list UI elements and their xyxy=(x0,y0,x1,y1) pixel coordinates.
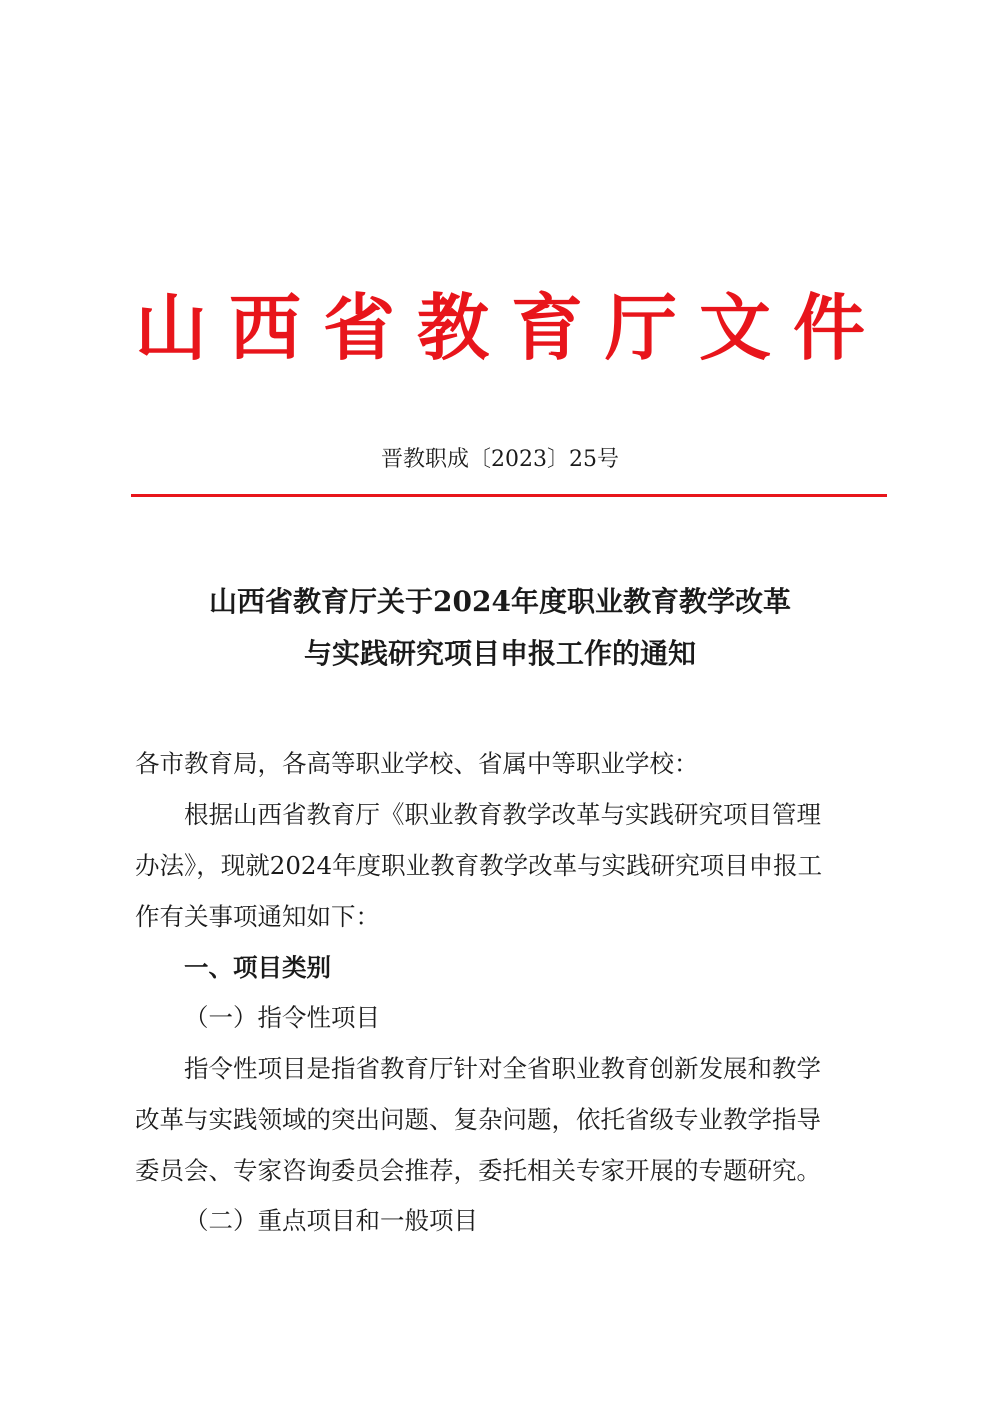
salutation: 各市教育局，各高等职业学校、省属中等职业学校： xyxy=(135,749,699,778)
subsection-heading-2: （二）重点项目和一般项目 xyxy=(184,1206,478,1235)
document-number: 晋教职成〔2023〕25号 xyxy=(381,447,619,472)
document-header-title: 山西省教育厅文件 xyxy=(134,285,887,370)
notice-title-line-2: 与实践研究项目申报工作的通知 xyxy=(303,637,696,670)
paragraph-1-line-3: 作有关事项通知如下： xyxy=(135,902,380,931)
section-heading-1: 一、项目类别 xyxy=(184,953,331,982)
subsection-heading-1: （一）指令性项目 xyxy=(184,1003,380,1032)
paragraph-2-line-2: 改革与实践领域的突出问题、复杂问题，依托省级专业教学指导 xyxy=(135,1105,821,1134)
paragraph-1-line-2: 办法》，现就2024年度职业教育教学改革与实践研究项目申报工 xyxy=(135,851,823,880)
paragraph-2-line-1: 指令性项目是指省教育厅针对全省职业教育创新发展和教学 xyxy=(184,1054,821,1083)
paragraph-1-line-1: 根据山西省教育厅《职业教育教学改革与实践研究项目管理 xyxy=(184,800,821,829)
red-divider-rule xyxy=(131,494,887,497)
paragraph-2-line-3: 委员会、专家咨询委员会推荐，委托相关专家开展的专题研究。 xyxy=(135,1156,821,1185)
notice-title-line-1: 山西省教育厅关于2024年度职业教育教学改革 xyxy=(209,585,791,618)
